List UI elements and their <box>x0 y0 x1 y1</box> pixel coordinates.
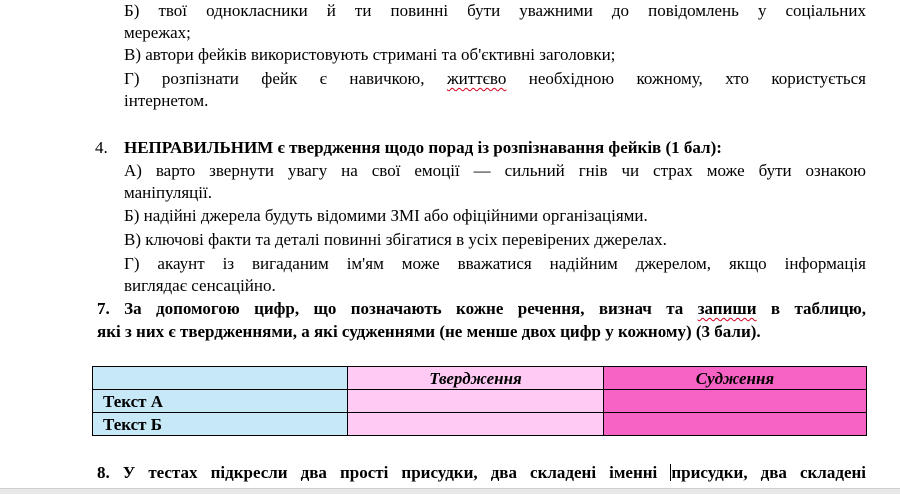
task7-instruction-line1 <box>97 298 866 320</box>
q3-option-g-text-end: необхідною кожному, хто користується <box>506 69 867 88</box>
table-cell-judgments-text-a[interactable] <box>604 390 867 413</box>
q3-option-g-line1 <box>124 68 866 90</box>
table-cell-statements-text-a[interactable] <box>348 390 604 413</box>
spellcheck-flagged-word[interactable]: запиши <box>697 299 757 318</box>
table-row-label-text-a[interactable]: Текст А <box>93 390 348 413</box>
task7-instruction-line2: які з них є твердженнями, а які судженнями (не менше двох цифр у кожному) (3 бали). <box>97 322 761 341</box>
window-bottom-edge <box>0 488 900 494</box>
q3-option-b-line2: мережах; <box>124 23 191 42</box>
q3-option-g-line2: інтернетом. <box>124 91 209 110</box>
table-header-empty[interactable] <box>93 367 348 390</box>
task8-instruction-line1 <box>97 462 866 484</box>
classification-table <box>92 366 867 436</box>
spellcheck-flagged-word[interactable]: життєво <box>446 69 507 88</box>
q3-option-g-text-start: Г) розпізнати фейк є навичкою, <box>124 69 447 88</box>
q4-option-b: Б) надійні джерела будуть відомими ЗМІ або офіційними організаціями. <box>124 206 648 225</box>
q4-option-g-line1: Г) акаунт із вигаданим ім'ям може вважатися надійним джерелом, якщо інформація <box>124 254 866 273</box>
q4-option-g-line2: виглядає сенсаційно. <box>124 276 276 295</box>
q4-option-a-line2: маніпуляції. <box>124 183 212 202</box>
task8-text-end: присудки, два складені <box>671 463 867 482</box>
table-row <box>93 390 867 413</box>
table-header-row <box>93 367 867 390</box>
q3-option-v: В) автори фейків використовують стримані та об'єктивні заголовки; <box>124 45 616 64</box>
table-header-statements[interactable]: Твердження <box>348 367 604 390</box>
q4-option-a-line1: А) варто звернути увагу на свої емоції — сильний гнів чи страх може бути ознакою <box>124 161 866 180</box>
q3-option-b-line1: Б) твої однокласники й ти повинні бути уважними до повідомлень у соціальних <box>124 1 866 20</box>
table-header-judgments[interactable]: Судження <box>604 367 867 390</box>
q4-number: 4. <box>95 138 108 157</box>
task7-text-start: 7. За допомогою цифр, що позначають кожне речення, визнач та <box>97 299 698 318</box>
task8-text-start: 8. У тестах підкресли два прості присудки, два складені іменні <box>97 463 671 482</box>
table-row-label-text-b[interactable]: Текст Б <box>93 413 348 436</box>
q4-option-v: В) ключові факти та деталі повинні збігатися в усіх перевірених джерелах. <box>124 230 667 249</box>
table-row <box>93 413 867 436</box>
q4-title: НЕПРАВИЛЬНИМ є твердження щодо порад із розпізнавання фейків (1 бал): <box>124 138 722 157</box>
task7-text-end: в таблицю, <box>756 299 866 318</box>
table-cell-judgments-text-b[interactable] <box>604 413 867 436</box>
table-cell-statements-text-b[interactable] <box>348 413 604 436</box>
